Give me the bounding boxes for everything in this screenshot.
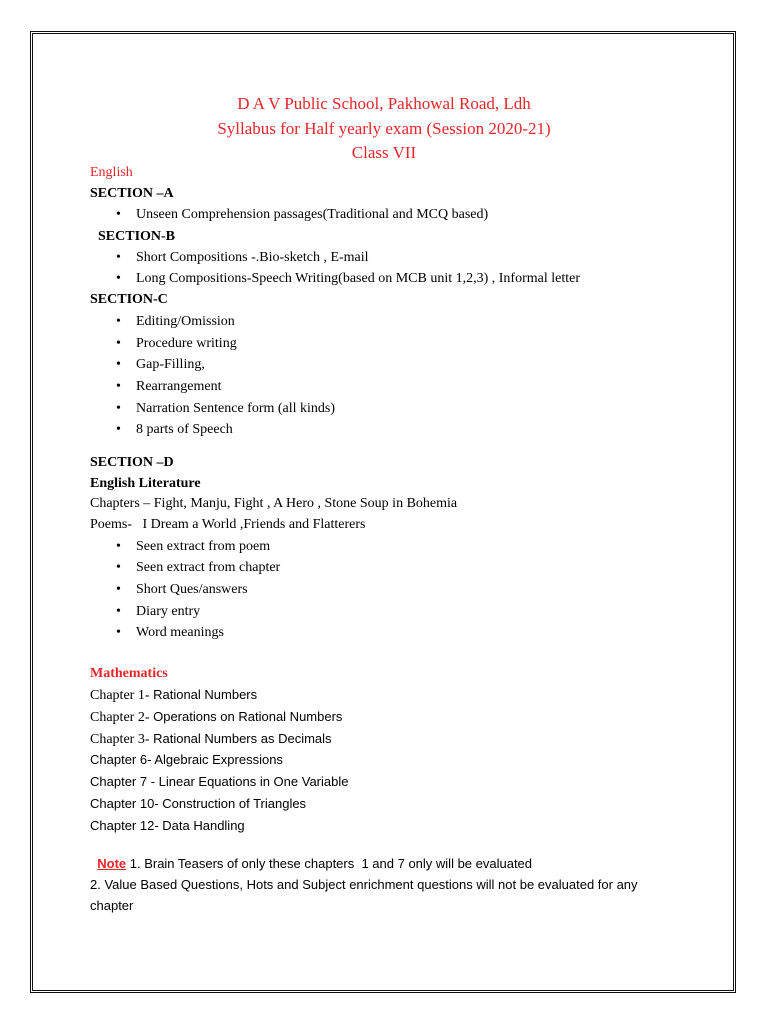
english-subject-heading: English xyxy=(90,165,133,180)
math-chapter-row xyxy=(90,731,332,748)
section-b-heading: SECTION-B xyxy=(98,229,176,244)
bullet: • xyxy=(116,422,121,437)
math-chapter-row xyxy=(90,752,283,769)
chapter-number: Chapter 1- xyxy=(90,688,150,703)
bullet: • xyxy=(116,401,121,416)
note-2-line-1: 2. Value Based Questions, Hots and Subject enrichment questions will not be evaluated for any xyxy=(90,877,638,892)
note-label: Note xyxy=(97,856,127,871)
math-chapter-row xyxy=(90,818,245,835)
list-item: Procedure writing xyxy=(136,336,237,351)
math-chapter-row xyxy=(90,796,306,813)
bullet: • xyxy=(116,582,121,597)
list-item: Gap-Filling, xyxy=(136,357,205,372)
class-title: Class VII xyxy=(351,143,417,162)
section-a-heading: SECTION –A xyxy=(90,186,174,201)
section-c-heading: SECTION-C xyxy=(90,292,168,307)
english-literature-heading: English Literature xyxy=(90,476,201,491)
chapter-number: Chapter 6- xyxy=(90,752,152,767)
math-chapter-row xyxy=(90,774,348,791)
list-item: Short Compositions -.Bio-sketch , E-mail xyxy=(136,250,369,265)
literature-chapters: Chapters – Fight, Manju, Fight , A Hero , Stone Soup in Bohemia xyxy=(90,496,458,511)
chapter-title: Construction of Triangles xyxy=(158,796,307,811)
list-item: Seen extract from chapter xyxy=(136,560,281,575)
note-1 xyxy=(90,841,532,871)
bullet: • xyxy=(116,336,121,351)
list-item: Seen extract from poem xyxy=(136,539,271,554)
chapter-number: Chapter 7 xyxy=(90,774,148,789)
chapter-title: Rational Numbers as Decimals xyxy=(149,731,332,746)
school-name: D A V Public School, Pakhowal Road, Ldh xyxy=(237,94,531,113)
bullet: • xyxy=(116,560,121,575)
bullet: • xyxy=(116,379,121,394)
bullet: • xyxy=(116,314,121,329)
bullet: • xyxy=(116,271,121,286)
chapter-title: Operations on Rational Numbers xyxy=(149,709,343,724)
list-item: Unseen Comprehension passages(Traditional and MCQ based) xyxy=(136,207,489,222)
chapter-number: Chapter 3- xyxy=(90,732,150,747)
list-item: Rearrangement xyxy=(136,379,222,394)
bullet: • xyxy=(116,604,121,619)
mathematics-subject-heading: Mathematics xyxy=(90,666,168,681)
syllabus-title: Syllabus for Half yearly exam (Session 2020-21) xyxy=(217,119,551,138)
chapter-title: Algebraic Expressions xyxy=(151,752,283,767)
list-item: 8 parts of Speech xyxy=(136,422,233,437)
chapter-title: Data Handling xyxy=(158,818,245,833)
literature-poems: Poems- I Dream a World ,Friends and Flatterers xyxy=(90,517,366,532)
chapter-number: Chapter 10- xyxy=(90,796,159,811)
chapter-number: Chapter 2- xyxy=(90,710,150,725)
list-item: Long Compositions-Speech Writing(based on MCB unit 1,2,3) , Informal letter xyxy=(136,271,581,286)
list-item: Short Ques/answers xyxy=(136,582,248,597)
chapter-title: Rational Numbers xyxy=(149,687,258,702)
bullet: • xyxy=(116,207,121,222)
list-item: Word meanings xyxy=(136,625,224,640)
bullet: • xyxy=(116,357,121,372)
math-chapter-row xyxy=(90,687,257,704)
bullet: • xyxy=(116,625,121,640)
bullet: • xyxy=(116,539,121,554)
list-item: Editing/Omission xyxy=(136,314,235,329)
section-d-heading: SECTION –D xyxy=(90,455,174,470)
list-item: Narration Sentence form (all kinds) xyxy=(136,401,336,416)
bullet: • xyxy=(116,250,121,265)
chapter-number: Chapter 12- xyxy=(90,818,159,833)
chapter-title: - Linear Equations in One Variable xyxy=(147,774,349,789)
note-1-text: 1. Brain Teasers of only these chapters 1 and 7 only will be evaluated xyxy=(126,856,533,871)
list-item: Diary entry xyxy=(136,604,201,619)
note-2-line-2: chapter xyxy=(90,898,134,913)
math-chapter-row xyxy=(90,709,342,726)
